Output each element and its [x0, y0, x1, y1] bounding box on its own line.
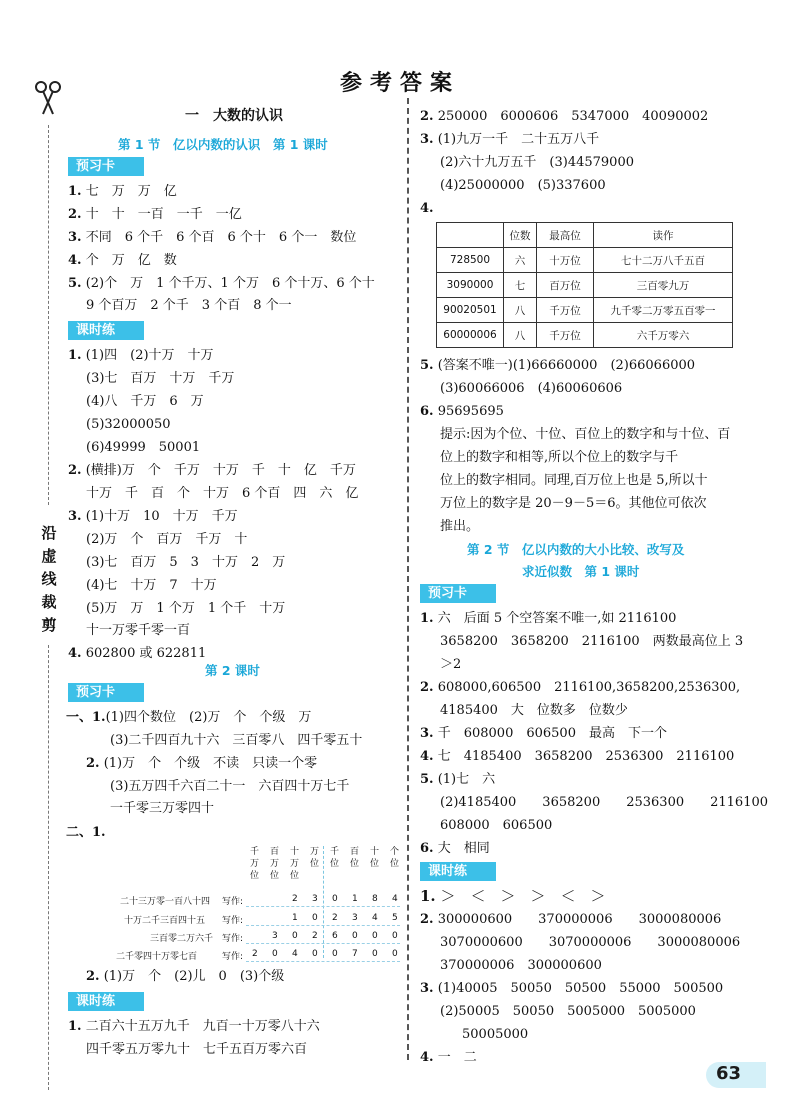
list-item [68, 206, 242, 223]
item-text: 50005000 [462, 1027, 529, 1042]
item-text: 不同 6 个千 6 个百 6 个十 6 个一 数位 [85, 230, 357, 245]
list-item [66, 824, 106, 841]
table-row [437, 298, 733, 323]
item-text: 位上的数字和相等,所以个位上的数字与千 [440, 450, 679, 465]
pv-digit: 3 [272, 931, 278, 941]
list-item [462, 1026, 528, 1043]
pv-digit: 1 [292, 913, 298, 923]
item-text: (1)万 个 (2)儿 0 (3)个级 [103, 969, 285, 984]
item-text: (1)40005 50050 50500 55000 500500 [437, 981, 724, 996]
item-text: 3070000600 3070000006 3000080006 [440, 935, 741, 950]
item-num: 一、1. [66, 710, 106, 725]
tag-practice-2: 课时练 [68, 992, 144, 1011]
item-text: (3)五万四千六百二十一 六百四十万七千 [110, 779, 350, 794]
pv-row-line [246, 925, 400, 926]
section-heading-r2: 求近似数 第 1 课时 [522, 564, 640, 579]
pv-digit: 4 [292, 949, 298, 959]
table-cell: 60000006 [437, 323, 504, 348]
item-text: 个 万 亿 数 [85, 253, 177, 268]
pv-digit: 5 [392, 913, 398, 923]
item-text: (3)60066006 (4)60060606 [440, 381, 623, 396]
pv-digit: 0 [372, 931, 378, 941]
item-text: (3)七 百万 十万 千万 [86, 371, 235, 386]
item-text: 二百六十五万九千 九百一十万零八十六 [85, 1019, 320, 1034]
item-text: 一 二 [437, 1050, 477, 1065]
pv-digit: 0 [352, 931, 358, 941]
list-item [420, 840, 490, 857]
item-text: 千 608000 606500 最高 下一个 [437, 726, 667, 741]
table-cell: 十万位 [537, 248, 594, 273]
cut-line-top [48, 125, 49, 505]
table-cell: 位数 [504, 223, 537, 248]
list-item [440, 426, 730, 443]
pv-row-line [246, 943, 400, 944]
pv-row-write: 写作: [222, 952, 244, 962]
list-item [420, 131, 599, 148]
item-num: 6. [420, 404, 434, 419]
pv-digit: 0 [392, 931, 398, 941]
list-item [420, 980, 723, 997]
table-cell [437, 223, 504, 248]
pv-digit: 8 [372, 894, 378, 904]
list-item [86, 297, 292, 314]
list-item [440, 495, 707, 512]
item-num: 3. [68, 230, 82, 245]
item-num: 1. [68, 348, 82, 363]
item-num: 3. [420, 132, 434, 147]
pv-row-line [246, 906, 400, 907]
list-item [440, 934, 740, 951]
cut-line-bottom [48, 645, 49, 1090]
item-text: (1)四个数位 (2)万 个 个级 万 [105, 710, 312, 725]
page-number: 63 [716, 1063, 742, 1084]
list-item [420, 888, 605, 905]
item-num: 2. [68, 207, 82, 222]
list-item [440, 817, 552, 834]
list-item [440, 472, 708, 489]
list-item [110, 778, 349, 795]
item-num: 1. [420, 887, 436, 905]
item-text: 608000,606500 2116100,3658200,2536300, [437, 680, 741, 695]
item-num: 1. [68, 1019, 82, 1034]
table-row [437, 248, 733, 273]
item-num: 4. [420, 749, 434, 764]
list-item [68, 347, 214, 364]
pv-divider [323, 846, 324, 958]
item-text: (4)八 千万 6 万 [86, 394, 204, 409]
pv-header: 个位 [390, 847, 400, 869]
item-text: 608000 606500 [440, 818, 553, 833]
pv-digit: 4 [392, 894, 398, 904]
item-text: (2)个 万 1 个千万、1 个万 6 个十万、6 个十 [85, 276, 375, 291]
list-item [68, 645, 206, 662]
list-item [110, 800, 214, 817]
tag-preview-r: 预习卡 [420, 584, 496, 603]
list-item [440, 702, 628, 719]
pv-digit: 7 [352, 949, 358, 959]
pv-row-label: 十万二千三百四十五 [124, 916, 206, 926]
pv-digit: 2 [312, 931, 318, 941]
item-text: 300000600 370000006 3000080006 [437, 912, 722, 927]
list-item [68, 275, 375, 292]
item-num: 4. [68, 253, 82, 268]
pv-header: 千位 [330, 847, 340, 869]
pv-digit: 3 [352, 913, 358, 923]
side-label [38, 522, 60, 637]
item-text: (2)万 个 百万 千万 十 [86, 532, 248, 547]
item-text: 十 十 一百 一千 一亿 [85, 207, 242, 222]
list-item [440, 518, 479, 535]
item-num: 2. [420, 680, 434, 695]
item-text: (3)七 百万 5 3 十万 2 万 [86, 555, 286, 570]
table-cell: 读作 [594, 223, 733, 248]
pv-row-write: 写作: [222, 934, 244, 944]
list-item [68, 183, 177, 200]
list-item [68, 462, 356, 479]
item-text: 位上的数字相同。同理,百万位上也是 5,所以十 [440, 473, 708, 488]
item-num: 2. [68, 463, 82, 478]
tag-preview-2: 预习卡 [68, 683, 144, 702]
item-text: (1)万 个 个级 不读 只读一个零 [103, 756, 318, 771]
item-text: 推出。 [440, 519, 480, 534]
item-text: 六 后面 5 个空答案不唯一,如 2116100 [437, 611, 677, 626]
table-cell: 3090000 [437, 273, 504, 298]
table-cell: 百万位 [537, 273, 594, 298]
table-cell: 三百零九万 [594, 273, 733, 298]
section-heading-2: 第 2 课时 [205, 663, 260, 678]
table-cell: 八 [504, 323, 537, 348]
item-text: ＞2 [440, 657, 462, 672]
item-text: (2)4185400 3658200 2536300 2116100 [440, 795, 769, 810]
item-text: (1)四 (2)十万 十万 [85, 348, 214, 363]
item-num: 3. [420, 981, 434, 996]
list-item [420, 771, 495, 788]
item-text: (5)32000050 [86, 417, 171, 432]
pv-digit: 0 [332, 894, 338, 904]
table-cell: 七 [504, 273, 537, 298]
item-num: 5. [420, 772, 434, 787]
side-char: 虚 [41, 547, 57, 565]
list-item [440, 177, 606, 194]
list-item [68, 508, 238, 525]
item-num: 4. [420, 1050, 434, 1065]
column-divider [407, 98, 409, 1060]
list-item [86, 370, 234, 387]
item-text: (答案不唯一)(1)66660000 (2)66066000 [437, 358, 696, 373]
item-text: 七 万 万 亿 [85, 184, 177, 199]
list-item [440, 633, 743, 650]
pv-header: 十万位 [290, 847, 300, 881]
table-row [437, 323, 733, 348]
list-item [86, 622, 190, 639]
table-cell: 最高位 [537, 223, 594, 248]
table-cell: 千万位 [537, 323, 594, 348]
item-num: 5. [68, 276, 82, 291]
list-item [420, 108, 708, 125]
list-item [420, 1049, 477, 1066]
side-char: 线 [41, 570, 57, 588]
pv-digit: 0 [332, 949, 338, 959]
item-text: 提示:因为个位、十位、百位上的数字和与十位、百 [440, 427, 731, 442]
item-num: 2. [86, 969, 100, 984]
pv-header: 百位 [350, 847, 360, 869]
pv-digit: 0 [392, 949, 398, 959]
item-num: 2. [420, 109, 434, 124]
table-cell: 八 [504, 298, 537, 323]
list-item [440, 380, 622, 397]
table-cell: 90020501 [437, 298, 504, 323]
item-text: 95695695 [437, 404, 504, 419]
side-char: 剪 [41, 616, 57, 634]
tag-practice-r: 课时练 [420, 862, 496, 881]
list-item [86, 968, 284, 985]
pv-row-label: 二十三万零一百八十四 [120, 897, 211, 907]
pv-digit: 3 [312, 894, 318, 904]
list-item [440, 656, 461, 673]
list-item [68, 1018, 320, 1035]
pv-digit: 2 [292, 894, 298, 904]
item-num: 1. [68, 184, 82, 199]
reading-table [436, 222, 733, 348]
list-item [66, 709, 311, 726]
pv-digit: 0 [312, 949, 318, 959]
list-item [86, 554, 285, 571]
item-num: 3. [68, 509, 82, 524]
page-title: 参考答案 [340, 71, 461, 96]
list-item [420, 357, 695, 374]
table-row [437, 273, 733, 298]
item-text: (1)九万一千 二十五万八千 [437, 132, 600, 147]
pv-row-label: 二千零四十万零七百 [116, 952, 198, 962]
list-item [86, 1041, 307, 1058]
list-item [420, 725, 667, 742]
pv-digit: 0 [272, 949, 278, 959]
tag-practice: 课时练 [68, 321, 144, 340]
pv-row-label: 三百零二万六千 [150, 934, 214, 944]
item-text: (2)六十九万五千 (3)44579000 [440, 155, 634, 170]
table-cell: 千万位 [537, 298, 594, 323]
list-item [86, 577, 217, 594]
item-text: (1)七 六 [437, 772, 496, 787]
item-text: 十万 千 百 个 十万 6 个百 四 六 亿 [86, 486, 359, 501]
list-item [440, 1003, 696, 1020]
side-char: 沿 [41, 524, 57, 542]
item-text: 一千零三万零四十 [110, 801, 215, 816]
item-text: (3)二千四百九十六 三百零八 四千零五十 [110, 733, 363, 748]
section-heading-1: 第 1 节 亿以内数的认识 第 1 课时 [118, 137, 328, 152]
item-text: 万位上的数字是 20－9－5＝6。其他位可依次 [440, 496, 707, 511]
item-text: 十一万零千零一百 [86, 623, 191, 638]
list-item [86, 439, 200, 456]
pv-header: 十位 [370, 847, 380, 869]
list-item [86, 393, 204, 410]
list-item [440, 449, 678, 466]
item-text: 四千零五万零九十 七千五百万零六百 [86, 1042, 308, 1057]
list-item [86, 531, 247, 548]
list-item [440, 957, 602, 974]
pv-header: 万位 [310, 847, 320, 869]
item-text: (6)49999 50001 [86, 440, 201, 455]
pv-row-write: 写作: [222, 897, 244, 907]
item-text: 9 个百万 2 个千 3 个百 8 个一 [86, 298, 292, 313]
list-item [86, 600, 285, 617]
pv-header: 百万位 [270, 847, 280, 881]
table-cell: 六 [504, 248, 537, 273]
pv-digit: 2 [252, 949, 258, 959]
pv-digit: 0 [292, 931, 298, 941]
table-cell: 九千零二万零五百零一 [594, 298, 733, 323]
pv-row-write: 写作: [222, 916, 244, 926]
item-num: 1. [420, 611, 434, 626]
side-char: 裁 [41, 593, 57, 611]
item-num: 3. [420, 726, 434, 741]
item-text: ＞ ＜ ＞ ＞ ＜ ＞ [440, 887, 606, 905]
pv-digit: 6 [332, 931, 338, 941]
item-text: 370000006 300000600 [440, 958, 602, 973]
pv-digit: 0 [312, 913, 318, 923]
item-text: (4)25000000 (5)337600 [440, 178, 606, 193]
list-item [68, 229, 356, 246]
list-item [110, 732, 362, 749]
item-num: 2. [86, 756, 100, 771]
list-item [420, 679, 740, 696]
item-text: 4185400 大 位数多 位数少 [440, 703, 628, 718]
scissors-icon [32, 78, 64, 118]
item-text: 602800 或 622811 [85, 646, 207, 661]
list-item [440, 154, 634, 171]
table-header-row [437, 223, 733, 248]
list-item [86, 416, 171, 433]
pv-digit: 1 [352, 894, 358, 904]
item-num: 2. [420, 912, 434, 927]
list-item [420, 403, 504, 420]
list-item [440, 794, 768, 811]
pv-digit: 2 [332, 913, 338, 923]
item-num: 6. [420, 841, 434, 856]
item-text: 大 相同 [437, 841, 490, 856]
item-num: 二、1. [66, 825, 106, 840]
list-item [420, 200, 434, 217]
list-item [420, 748, 734, 765]
list-item [420, 911, 721, 928]
item-text: 七 4185400 3658200 2536300 2116100 [437, 749, 735, 764]
item-text: (1)十万 10 十万 千万 [85, 509, 238, 524]
section-heading-r1: 第 2 节 亿以内数的大小比较、改写及 [467, 542, 685, 557]
table-cell: 728500 [437, 248, 504, 273]
item-text: (2)50005 50050 5005000 5005000 [440, 1004, 696, 1019]
item-text: (横排)万 个 千万 十万 千 十 亿 千万 [85, 463, 356, 478]
pv-header: 千万位 [250, 847, 260, 881]
tag-preview: 预习卡 [68, 157, 144, 176]
item-num: 4. [68, 646, 82, 661]
list-item [86, 485, 358, 502]
item-num: 4. [420, 201, 434, 216]
item-text: (4)七 十万 7 十万 [86, 578, 217, 593]
list-item [86, 755, 317, 772]
list-item [420, 610, 676, 627]
list-item [68, 252, 177, 269]
item-text: 3658200 3658200 2116100 两数最高位上 3 [440, 634, 744, 649]
pv-digit: 0 [372, 949, 378, 959]
pv-digit: 4 [372, 913, 378, 923]
chapter-heading: 一 大数的认识 [185, 108, 283, 124]
item-text: (5)万 万 1 个万 1 个千 十万 [86, 601, 286, 616]
pv-row-line [246, 961, 400, 962]
table-cell: 七十二万八千五百 [594, 248, 733, 273]
item-num: 5. [420, 358, 434, 373]
item-text: 250000 6000606 5347000 40090002 [437, 109, 709, 124]
table-cell: 六千万零六 [594, 323, 733, 348]
